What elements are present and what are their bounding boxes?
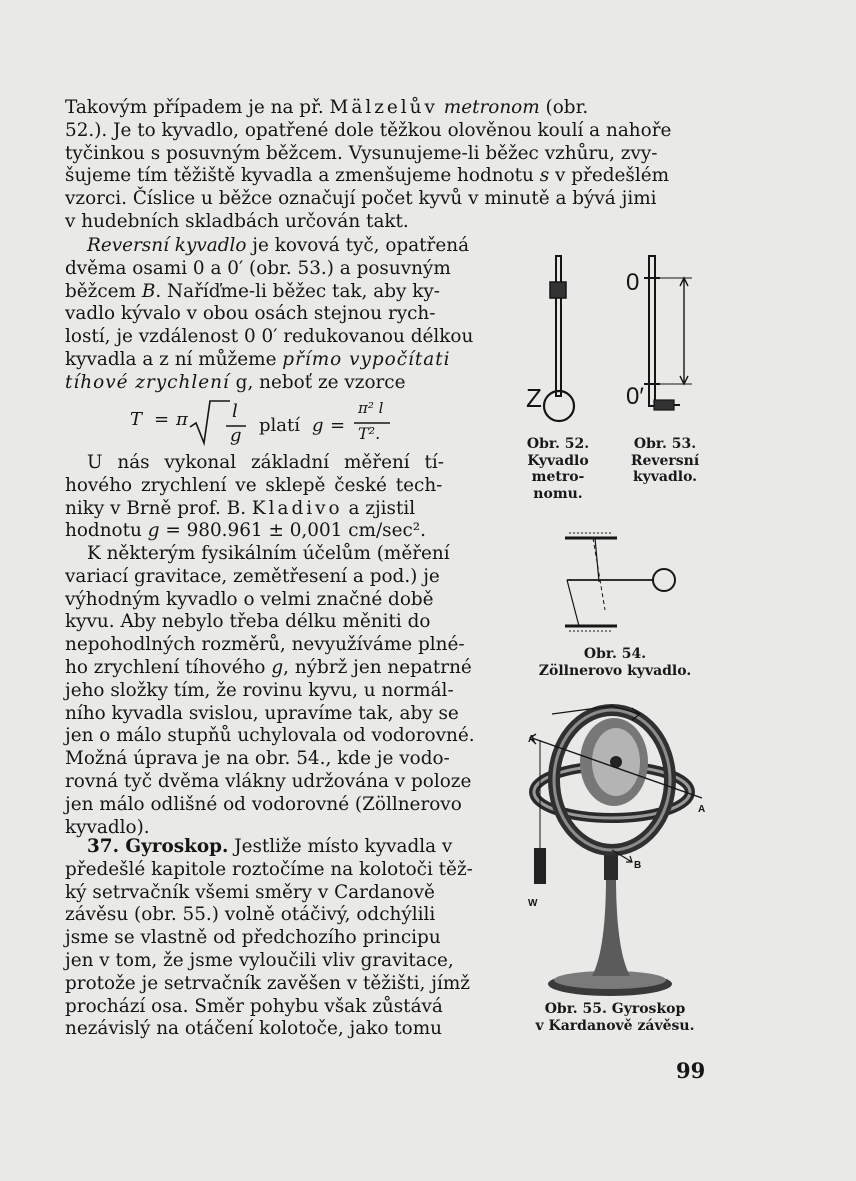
caption-fig54: Obr. 54. Zöllnerovo kyvadlo. (538, 646, 692, 679)
text-line: 52.). Je to kyvadlo, opatřené dole těžkou olověnou koulí a nahoře (65, 119, 672, 141)
section-heading-gyroskop: 37. Gyroskop. (87, 836, 229, 857)
text-line: protože je setrvačník zavěšen v těžišti, jímž (65, 972, 470, 994)
figure-55-gyroscope (522, 700, 712, 1000)
pendulum-formula (118, 395, 448, 451)
paragraph-zollner (65, 543, 489, 839)
text-line: niky v Brně prof. B. Kladivo a zjistil (65, 497, 416, 519)
formula-T2: T². (358, 424, 381, 443)
text-line: jen málo odlišné od vodorovné (Zöllnerovo (65, 793, 462, 815)
text-line: výhodným kyvadlo o velmi značné době (65, 588, 434, 610)
text-line: vzorci. Číslice u běžce označují počet kyvů v minutě a bývá jimi (65, 188, 657, 210)
formula-l: l (232, 401, 238, 422)
text-line: hodnotu g = 980.961 ± 0,001 cm/sec². (65, 520, 426, 542)
caption-fig53: Obr. 53. Reversní kyvadlo. (630, 436, 700, 485)
text-line: běžcem B. Naříďme-li běžec tak, aby ky- (65, 280, 440, 302)
text-line: jen v tom, že jsme vyloučili vliv gravitace, (65, 949, 454, 971)
formula-equals2: = (330, 415, 346, 436)
name-kladivo: Kladivo (251, 497, 343, 519)
formula-g: g (230, 425, 242, 446)
text-line: tyčinkou s posuvným běžcem. Vysunujeme-li běžec vzhůru, zvy- (65, 142, 658, 164)
text-line: závěsu (obr. 55.) volně otáčivý, odchýlili (65, 904, 436, 926)
sqrt-sign (190, 397, 230, 447)
paragraph-reversible-pendulum (65, 235, 489, 395)
text-line: v hudebních skladbách určován takt. (65, 210, 409, 232)
term-metronom: metronom (443, 97, 540, 118)
caption-fig52: Obr. 52. Kyvadlo metro- nomu. (526, 436, 590, 502)
text-line: K některým fysikálním účelům (měření (87, 543, 450, 564)
paragraph-metronome (65, 97, 707, 234)
text-line: předešlé kapitole roztočíme na kolotoči těž- (65, 858, 473, 880)
formula-equals: = (154, 409, 170, 430)
text-line: tíhové zrychlení g, neboť ze vzorce (65, 371, 406, 393)
text-line: 37. Gyroskop. Jestliže místo kyvadla v (87, 836, 453, 857)
caption-fig55: Obr. 55. Gyroskop v Kardanově závěsu. (535, 1001, 695, 1034)
text-line: lostí, je vzdálenost 0 0′ redukovanou délkou (65, 326, 474, 348)
label-w: W (528, 898, 538, 909)
text-line: rovná tyč dvěma vlákny udržována v poloze (65, 770, 472, 792)
text-line: variací gravitace, zemětřesení a pod.) je (65, 565, 440, 587)
figure-52-metronome (520, 252, 590, 422)
text-line: jeho složky tím, že rovinu kyvu, u normál- (65, 679, 454, 701)
formula-pi: π (176, 409, 188, 430)
name-malzel: Mälzelův (329, 97, 438, 118)
paragraph-brno-measurement (65, 452, 489, 543)
text-line: U nás vykonal základní měření tí- (87, 452, 445, 473)
text-line: vadlo kývalo v obou osách stejnou rych- (65, 303, 436, 325)
text-line: nepohodlných rozměrů, nevyužíváme plné- (65, 634, 465, 656)
text-line: prochází osa. Směr pohybu však zůstává (65, 995, 443, 1017)
label-z: Z (526, 383, 542, 413)
label-0: 0 (626, 269, 640, 296)
formula-g2: g (312, 415, 324, 436)
text-line: ký setrvačník všemi směry v Cardanově (65, 881, 435, 903)
label-0-prime: 0′ (626, 383, 644, 410)
paragraph-gyroscope (65, 836, 489, 1041)
text-line: ního kyvadla svislou, upravíme tak, aby se (65, 702, 459, 724)
text-line: kyvadla a z ní můžeme přímo vypočítati (65, 348, 451, 370)
label-a-right: A (698, 804, 706, 815)
text-line: jen o málo stupňů uchylovala od vodorovné. (65, 725, 475, 747)
text-line: ho zrychlení tíhového g, nýbrž jen nepatrné (65, 656, 472, 678)
page-number: 99 (676, 1058, 706, 1083)
text-line: jsme se vlastně od předchozího principu (65, 927, 441, 949)
figure-54-zollner-pendulum (555, 530, 685, 640)
text-line: Reversní kyvadlo je kovová tyč, opatřená (87, 235, 470, 256)
formula-plati: platí (259, 415, 301, 436)
text-line: šujeme tím těžiště kyvadla a zmenšujeme hodnotu s v předešlém (65, 165, 670, 187)
formula-pi2l: π² l (358, 399, 384, 417)
figure-53-reversible-pendulum (616, 252, 706, 422)
formula-T: T (130, 409, 143, 430)
text-line: dvěma osami 0 a 0′ (obr. 53.) a posuvným (65, 257, 451, 279)
text-line: Takovým případem je na př. Mälzelův metronom (obr. (65, 97, 589, 118)
text-line: Možná úprava je na obr. 54., kde je vodo- (65, 748, 450, 770)
text-line: nezávislý na otáčení kolotoče, jako tomu (65, 1018, 443, 1040)
text-line: hového zrychlení ve sklepě české tech- (65, 474, 443, 496)
label-b: B (634, 860, 642, 871)
text-line: kyvu. Aby nebylo třeba délku měniti do (65, 611, 431, 633)
label-a-top: A (528, 734, 536, 745)
text-line: kyvadlo). (65, 816, 150, 838)
